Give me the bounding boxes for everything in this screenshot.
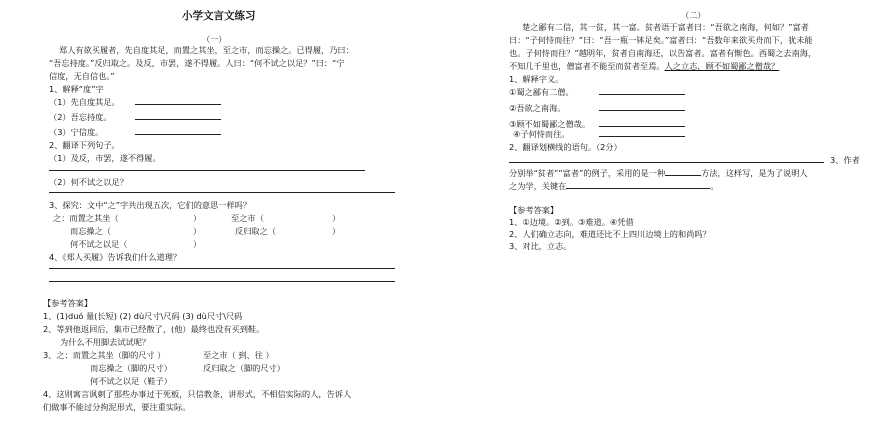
question-3-cell: 反归取之（ <box>235 226 276 236</box>
question-3-line <box>509 181 719 192</box>
answer-key-heading: 【参考答案】 <box>509 205 559 215</box>
underlined-sentence: 人之立志，顾不如蜀鄙之僧哉？ <box>664 61 780 71</box>
answer-key-line: 2、等到他返回后，集市已经散了，(他）最终也没有买到鞋。 <box>43 324 265 334</box>
question-3-text: 方法，这样写，是为了说明人 <box>701 168 808 178</box>
question-3-cell: 之：而置之其坐（ <box>53 213 119 223</box>
question-1-item: ④子何恃而往。 <box>513 129 570 139</box>
question-1-item: （2）吾忘持度。 <box>49 112 112 122</box>
answer-key-line: 4、这则寓言讽刺了那些办事过于死板，只信教条，讲形式，不相信实际的人，告诉人 <box>43 389 352 399</box>
question-1-item: ②吾欲之南海。 <box>509 103 566 113</box>
left-section-label: （一） <box>202 34 227 44</box>
question-1-item: ③顾不如蜀鄙之僧哉。 <box>509 119 591 129</box>
left-title: 小学文言文练习 <box>182 10 256 22</box>
answer-blank <box>599 126 685 127</box>
question-4-prompt: 4、《郑人买履》告诉我们什么道理？ <box>49 252 182 262</box>
answer-line <box>509 162 824 163</box>
answer-key-line: 2、人们确立志向，难道还比不上四川边境上的和尚吗？ <box>509 229 711 239</box>
passage-line <box>509 61 779 72</box>
question-1-prompt: 1、解释“度”字 <box>49 84 104 94</box>
passage-line: 也。子何恃而往？”越明年，贫者自南海还，以告富者。富者有惭色。西蜀之去南海， <box>509 48 817 58</box>
answer-blank <box>135 134 221 135</box>
passage-plain-text: 不知几千里也，僧富者不能至而贫者至焉。 <box>509 61 665 71</box>
answer-blank <box>566 188 710 189</box>
answer-key-line: 而忘操之（脚的尺寸） <box>90 363 172 373</box>
answer-blank <box>135 104 221 105</box>
question-3-cell: 至之市（ <box>231 213 264 223</box>
question-3-cell: ） <box>193 213 202 223</box>
question-3-text: 。 <box>710 181 719 191</box>
question-1-item: ①蜀之鄙有二僧。 <box>509 87 574 97</box>
question-2-item: （1）及反，市罢，遂不得履。 <box>49 153 161 163</box>
question-1-item: （3）宁信度。 <box>49 127 104 137</box>
answer-key-line: 反归取之（脚的尺寸） <box>203 363 285 373</box>
answer-line <box>49 268 395 269</box>
passage-line: 信度，无自信也。” <box>49 71 115 81</box>
answer-key-line: 为什么不用脚去试试呢？ <box>60 337 151 347</box>
answer-blank <box>599 110 685 111</box>
answer-key-line: 1、(1)duó 量(长短) (2) dù尺寸\尺码 (3) dù尺寸\尺码 <box>43 311 243 321</box>
passage-line: 曰：“子何恃而往？”曰：“吾一瓶一钵足矣。”富者曰：“吾数年来欲买舟而下，犹未能 <box>509 35 813 45</box>
question-3-text: 分别举“贫者”“富者”的例子，采用的是一种 <box>509 168 666 178</box>
answer-key-line: 3、之：而置之其坐（脚的尺寸 ） <box>43 350 166 360</box>
answer-line <box>49 281 395 282</box>
answer-key-line: 3、对比，立志。 <box>509 241 572 251</box>
passage-line: “吾忘持度。”反归取之。及反，市罢，遂不得履。人曰：“何不试之以足？”曰：“宁 <box>49 58 345 68</box>
question-3-cell: ） <box>332 226 341 236</box>
question-3-cell: 而忘操之（ <box>70 226 111 236</box>
passage-line: 郑人有欲买履者，先自度其足，而置之其坐，至之市，而忘操之。已得履，乃曰： <box>59 45 354 55</box>
question-1-item: （1）先自度其足。 <box>49 97 120 107</box>
right-section-label: （二） <box>681 10 706 20</box>
answer-line <box>49 170 365 171</box>
answer-key-line: 们做事不能过分拘泥形式，要注重实际。 <box>43 402 191 412</box>
question-3-cell: ） <box>332 213 341 223</box>
answer-blank <box>135 119 221 120</box>
question-1-prompt: 1、解释字义。 <box>509 74 564 84</box>
question-3-prompt: 3、探究：文中“之”字共出现五次，它们的意思一样吗？ <box>49 200 252 210</box>
answer-key-heading: 【参考答案】 <box>43 298 93 308</box>
answer-key-line: 至之市（ 到、往 ） <box>203 350 274 360</box>
question-3-line <box>509 168 808 179</box>
question-3-cell: 何不试之以足（ <box>70 239 128 249</box>
answer-blank <box>665 175 701 176</box>
question-3-cell: ） <box>193 239 202 249</box>
answer-blank <box>599 136 685 137</box>
question-3-cell: ） <box>193 226 202 236</box>
answer-line <box>49 192 395 193</box>
answer-key-line: 何不试之以足（鞋子） <box>90 376 172 386</box>
question-3-text: 之为学，关键在 <box>509 181 567 191</box>
question-2-prompt: 2、翻译划横线的语句。（2分） <box>509 142 622 152</box>
question-3-prompt: 3、作者 <box>830 155 860 165</box>
question-2-prompt: 2、翻译下列句子。 <box>49 140 120 150</box>
passage-line: 楚之鄙有二信，其一贫，其一富。贫者语于富者曰：“吾欲之南海，何如？”富者 <box>522 22 809 32</box>
answer-key-line: 1、①边境。②到。③难道。④凭借 <box>509 217 634 227</box>
question-2-item: （2）何不试之以足？ <box>49 177 128 187</box>
answer-blank <box>599 94 685 95</box>
